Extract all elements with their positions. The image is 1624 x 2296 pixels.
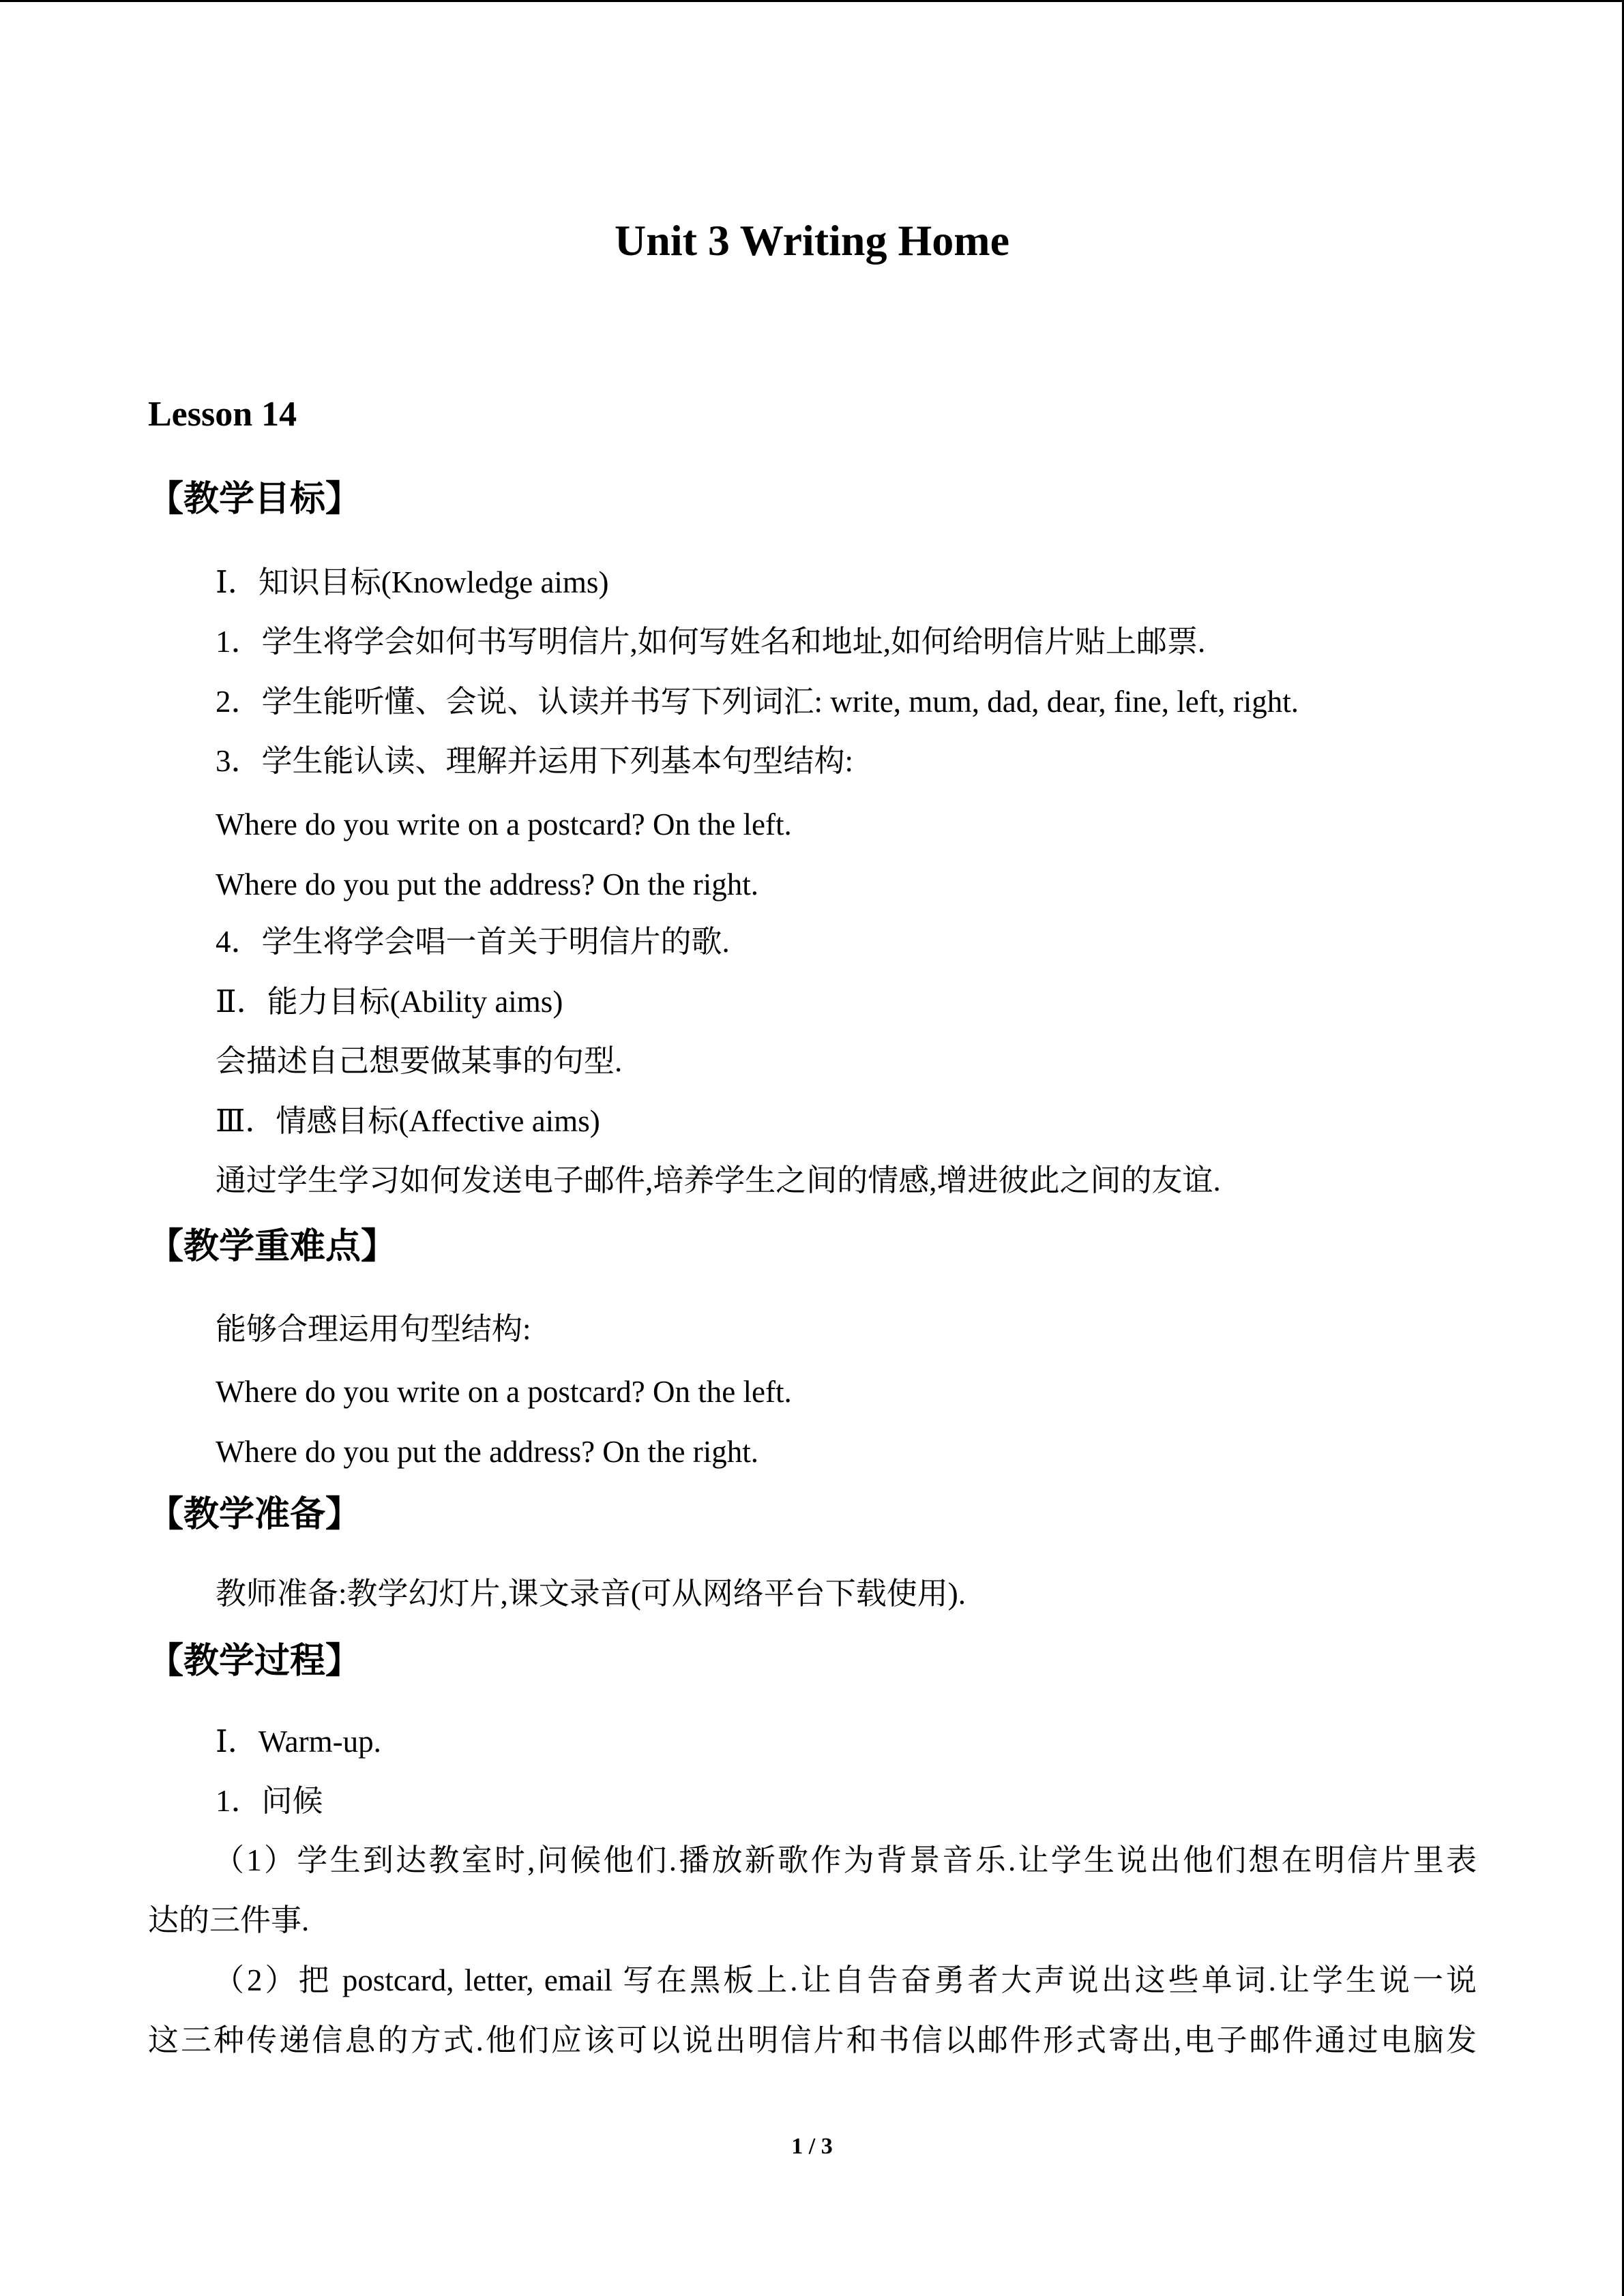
section-heading-objectives: 【教学目标】: [148, 479, 361, 520]
process-paragraph-2-line-2: 这三种传递信息的方式.他们应该可以说出明信片和书信以邮件形式寄出,电子邮件通过电脑发: [148, 2023, 1477, 2057]
ability-aims-text: 会描述自己想要做某事的句型.: [216, 1044, 623, 1078]
key-points-sentence-1: Where do you write on a postcard? On the left.: [216, 1375, 792, 1409]
key-points-sentence-2: Where do you put the address? On the right.: [216, 1435, 759, 1469]
section-heading-process: 【教学过程】: [148, 1641, 361, 1682]
document-title: Unit 3 Writing Home: [615, 216, 1009, 265]
objective-item-4: 4．学生将学会唱一首关于明信片的歌.: [216, 925, 730, 959]
objective-item-2: 2．学生能听懂、会说、认读并书写下列词汇: write, mum, dad, dear, fine, left, right.: [216, 685, 1299, 719]
ability-aims-heading: Ⅱ．能力目标(Ability aims): [216, 985, 563, 1019]
key-points-text: 能够合理运用句型结构:: [216, 1312, 531, 1346]
objective-sentence-2: Where do you put the address? On the right.: [216, 867, 759, 901]
process-paragraph-2-line-1: （2）把 postcard, letter, email 写在黑板上.让自告奋勇者大声说出这些单词.让学生说一说: [213, 1963, 1477, 1997]
affective-aims-heading: Ⅲ．情感目标(Affective aims): [216, 1104, 600, 1138]
lesson-heading: Lesson 14: [148, 395, 297, 434]
section-heading-key-points: 【教学重难点】: [148, 1226, 397, 1267]
objective-item-1: 1．学生将学会如何书写明信片,如何写姓名和地址,如何给明信片贴上邮票.: [216, 625, 1206, 659]
greeting-heading: 1．问候: [216, 1784, 323, 1818]
process-paragraph-1-line-2: 达的三件事.: [148, 1903, 310, 1937]
knowledge-aims-heading: Ⅰ．知识目标(Knowledge aims): [216, 565, 609, 599]
page-number: 1 / 3: [791, 2134, 833, 2159]
process-paragraph-1-line-1: （1）学生到达教室时,问候他们.播放新歌作为背景音乐.让学生说出他们想在明信片里表: [213, 1843, 1477, 1877]
preparation-text: 教师准备:教学幻灯片,课文录音(可从网络平台下载使用).: [216, 1577, 966, 1611]
objective-sentence-1: Where do you write on a postcard? On the left.: [216, 807, 792, 841]
section-heading-preparation: 【教学准备】: [148, 1494, 361, 1535]
warmup-heading: Ⅰ．Warm-up.: [216, 1725, 381, 1759]
objective-item-3: 3．学生能认读、理解并运用下列基本句型结构:: [216, 744, 854, 778]
affective-aims-text: 通过学生学习如何发送电子邮件,培养学生之间的情感,增进彼此之间的友谊.: [216, 1163, 1221, 1197]
page-top-border: [0, 0, 1624, 2]
